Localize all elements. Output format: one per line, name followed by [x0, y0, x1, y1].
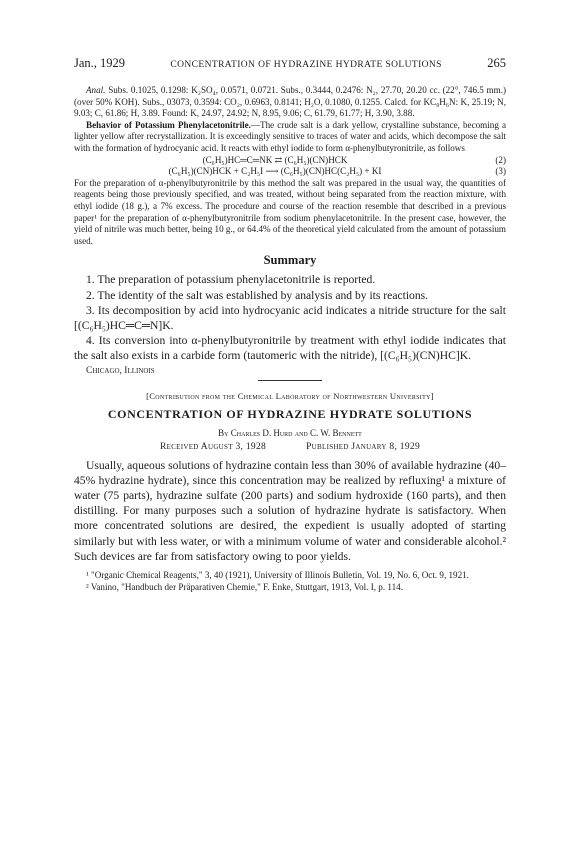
behavior-heading: Behavior of Potassium Phenylacetonitrile.: [86, 119, 251, 130]
article-authors: By Charles D. Hurd and C. W. Bennett: [218, 427, 362, 438]
equation-3: [74, 166, 506, 178]
analysis-block: [74, 85, 506, 155]
body-paragraph: Usually, aqueous solutions of hydrazine contain less than 30% of available hydrazine (40–45% hydrazine hydrate), since this concentration may be realized by refluxing¹ a mixture of water (75 parts), hydrazine sulfate (200 parts) and sodium hydroxide (160 parts), and then distilling. For many purposes such a solution of hydrazine hydrate is satisfactory. When more concentrated solutions are desired, the expedient is usually adopted of starting similarly but with less water, or with a minimum volume of water and considerable alcohol.² Such devices are far from satisfactory owing to poor yields.: [74, 458, 506, 563]
footnotes: [74, 570, 506, 593]
header-title: CONCENTRATION OF HYDRAZINE HYDRATE SOLUTIONS: [170, 60, 442, 70]
equation-number: (2): [495, 154, 506, 165]
summary-heading: Summary: [263, 253, 317, 268]
behavior-paragraph: [74, 120, 506, 155]
section-divider: [258, 380, 322, 381]
article-title: CONCENTRATION OF HYDRAZINE HYDRATE SOLUTIONS: [107, 406, 473, 421]
journal-page: [74, 56, 506, 593]
page-number: 265: [487, 56, 506, 70]
summary-item: 3. Its decomposition by acid into hydrocyanic acid indicates a nitride structure for the salt [(C₆H₅)HC═C═N]K.: [74, 303, 506, 332]
behavior-text: —The crude salt is a dark yellow, crystalline substance, becoming a lighter yellow after recrystallization. It is exceedingly sensitive to traces of water and acids, which decompose the salt with the formation of hydrocyanic acid. It reacts with ethyl iodide to form α-phenylbutyronitrile, as follows: [74, 119, 506, 153]
equation-number: (3): [495, 166, 506, 177]
contribution-line: [Contribution from the Chemical Laboratory of Northwestern University]: [146, 390, 434, 401]
equation-text: (C₆H₅)(CN)HCK + C₂H₅I ⟶ (C₆H₅)(CN)HC(C₂H₅) + KI: [168, 166, 382, 177]
preparation-paragraph: For the preparation of α-phenylbutyronitrile by this method the salt was prepared in the usual way, the quantities of reagents being those previously specified, and was treated, without being separated from the reaction mixture, with ethyl iodide (18 g.), a 7% excess. The procedure and course of the reaction resemble that described in a previous paper¹ for the preparation of α-phenylbutyronitrile from sodium phenylacetonitrile. In the present case, however, the yield of nitrile was much better, being 10 g., or 64.4% of the theoretical yield calculated from the amount of potassium used.: [74, 177, 506, 246]
summary-item: 4. Its conversion into α-phenylbutyronitrile by treatment with ethyl iodide indicates that the salt also exists in a carbide form (tautomeric with the nitride), [(C₆H₅)(CN)HC]K.: [74, 334, 506, 363]
equation-2: [74, 155, 506, 167]
summary-item: 2. The identity of the salt was established by analysis and by its reactions.: [86, 288, 429, 302]
received-date: Received August 3, 1928: [159, 441, 267, 452]
summary-item: 1. The preparation of potassium phenylacetonitrile is reported.: [86, 273, 376, 287]
footnote: ² Vanino, "Handbuch der Präparativen Chemie," F. Enke, Stuttgart, 1913, Vol. I, p. 114.: [86, 581, 403, 592]
header-date: Jan., 1929: [74, 56, 126, 70]
published-date: Published January 8, 1929: [306, 441, 420, 452]
running-header: [74, 56, 506, 71]
equation-text: (C₆H₅)HC═C═NK ⇄ (C₆H₅)(CN)HCK: [202, 154, 348, 165]
place-line: Chicago, Illinois: [86, 365, 155, 376]
summary-list: [74, 272, 506, 363]
preparation-block: [74, 178, 506, 248]
analysis-text: Subs. 0.1025, 0.1298: K₂SO₄, 0.0571, 0.0721. Subs., 0.3444, 0.2476: N₂, 27.70, 20.20 cc. (22°, 746.5 mm.) (over 50% KOH). Subs., 03073, 0.3594: CO₂, 0.6963, 0.8141; H₂O, 0.1080, 0.1255. Calcd. for KC₈H₆N: K, 25.19; N, 9.03; C, 61.86; H, 3.89. Found: K, 24.97, 24.92; N, 8.95, 9.06; C, 61.79, 61.77; H, 3.90, 3.88.: [74, 85, 507, 119]
article-dates: [74, 442, 506, 452]
analysis-paragraph: [74, 85, 506, 120]
article-body: [74, 458, 506, 564]
analysis-lead: Anal.: [86, 85, 106, 95]
footnote: ¹ "Organic Chemical Reagents," 3, 40 (1921), University of Illinois Bulletin, Vol. 19, No. 6, Oct. 9, 1921.: [86, 569, 469, 580]
